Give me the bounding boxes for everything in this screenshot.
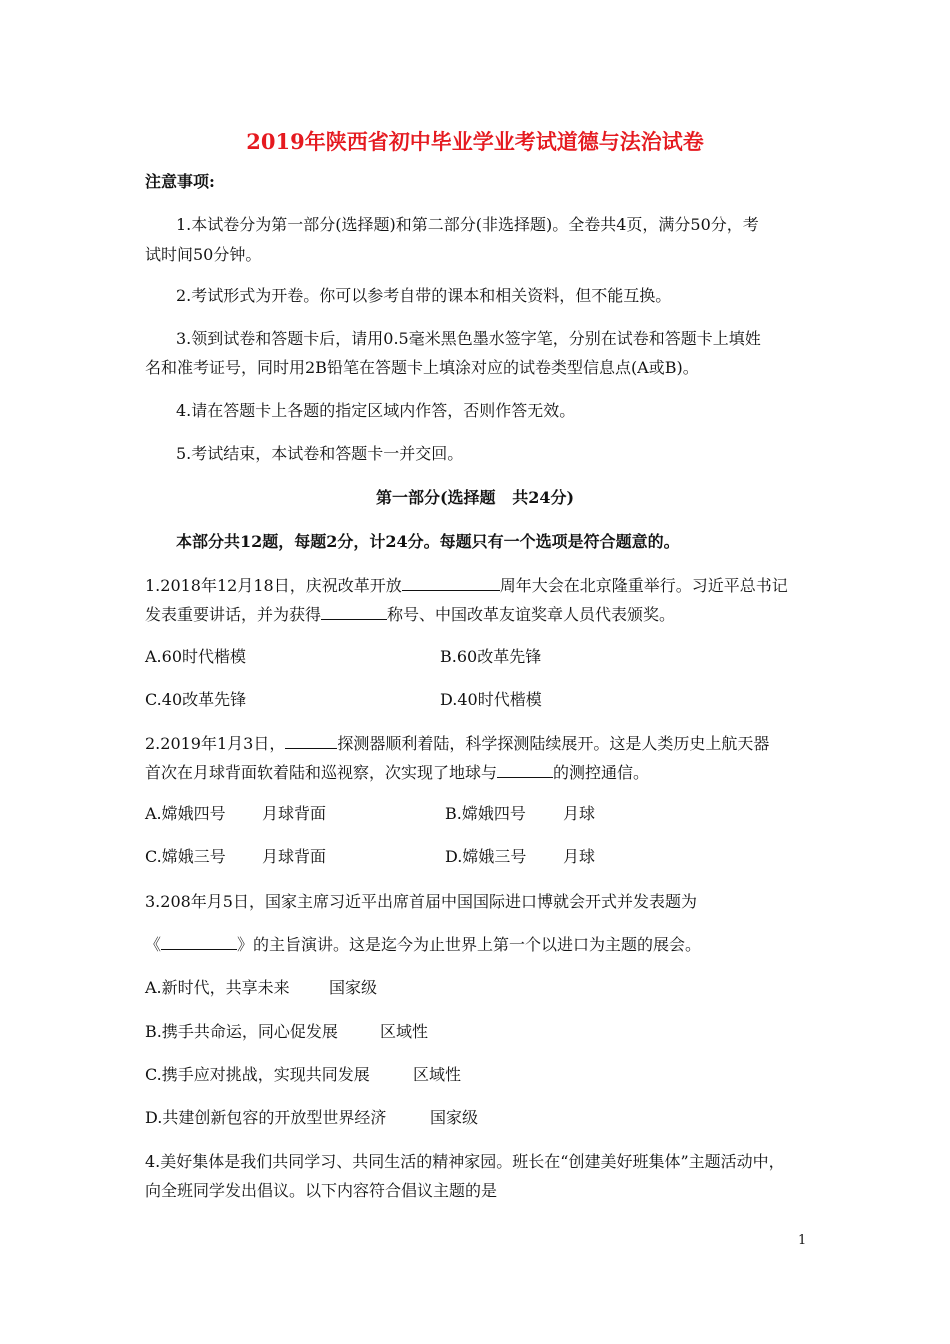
q2-text-a: 2.2019年1月3日， xyxy=(145,734,286,753)
q3-option-d-1: D.共建创新包容的开放型世界经济 xyxy=(145,1108,387,1127)
question-1-line1 xyxy=(145,572,788,600)
question-2-line2 xyxy=(145,759,649,787)
part1-heading: 第一部分(选择题 共24分) xyxy=(375,488,575,507)
q2-option-d-1: D.嫦娥三号 xyxy=(445,847,527,866)
question-4-line1: 4.美好集体是我们共同学习、共同生活的精神家园。班长在“创建美好班集体”主题活动中， xyxy=(145,1152,785,1171)
q1-text-a: 1.2018年12月18日，庆祝改革开放 xyxy=(145,576,402,595)
question-1-line2 xyxy=(145,601,675,629)
q1-text-d: 称号、中国改革友谊奖章人员代表颁奖。 xyxy=(387,605,676,624)
question-4-line2: 向全班同学发出倡议。以下内容符合倡议主题的是 xyxy=(145,1181,498,1200)
q2-option-b-1: B.嫦娥四号 xyxy=(445,804,526,823)
q3-blank xyxy=(161,931,237,950)
page-title: 2019年陕西省初中毕业学业考试道德与法治试卷 xyxy=(246,129,704,154)
notice-item-3-line1: 3.领到试卷和答题卡后，请用0.5毫米黑色墨水签字笔，分别在试卷和答题卡上填姓 xyxy=(176,329,761,348)
q1-blank-1 xyxy=(402,572,500,591)
q2-option-a-2: 月球背面 xyxy=(262,804,327,823)
q2-option-c-1: C.嫦娥三号 xyxy=(145,847,226,866)
question-3-line2 xyxy=(145,931,701,959)
part1-instruction: 本部分共12题，每题2分，计24分。每题只有一个选项是符合题意的。 xyxy=(176,532,680,551)
q1-option-d: D.40时代楷模 xyxy=(440,690,542,709)
q3-text-b: 》的主旨演讲。这是迄今为止世界上第一个以进口为主题的展会。 xyxy=(237,935,702,954)
q1-blank-2 xyxy=(321,601,387,620)
notice-item-1-line2: 试时间50分钟。 xyxy=(145,245,262,264)
q3-option-b-1: B.携手共命运，同心促发展 xyxy=(145,1022,338,1041)
q3-option-c-1: C.携手应对挑战，实现共同发展 xyxy=(145,1065,370,1084)
q2-text-c: 首次在月球背面软着陆和巡视察，次实现了地球与 xyxy=(145,763,498,782)
q2-option-c-2: 月球背面 xyxy=(262,847,327,866)
q2-blank-2 xyxy=(497,759,553,778)
q1-option-a: A.60时代楷模 xyxy=(145,647,247,666)
notice-item-5: 5.考试结束，本试卷和答题卡一并交回。 xyxy=(176,444,464,463)
notice-item-3-line2: 名和准考证号，同时用2B铅笔在答题卡上填涂对应的试卷类型信息点(A或B)。 xyxy=(145,358,699,377)
q3-text-a: 《 xyxy=(145,935,162,954)
q3-option-a-1: A.新时代，共享未来 xyxy=(145,978,290,997)
q3-option-c-2: 区域性 xyxy=(413,1065,462,1084)
q1-text-c: 发表重要讲话，并为获得 xyxy=(145,605,322,624)
q2-option-b-2: 月球 xyxy=(563,804,596,823)
notice-heading: 注意事项: xyxy=(145,172,215,191)
page-number: 1 xyxy=(798,1233,807,1248)
q2-option-a-1: A.嫦娥四号 xyxy=(145,804,226,823)
q1-text-b: 周年大会在北京隆重举行。习近平总书记 xyxy=(499,576,788,595)
notice-item-1-line1: 1.本试卷分为第一部分(选择题)和第二部分(非选择题)。全卷共4页，满分50分，考 xyxy=(176,215,759,234)
q1-option-c: C.40改革先锋 xyxy=(145,690,247,709)
q2-option-d-2: 月球 xyxy=(563,847,596,866)
q2-text-d: 的测控通信。 xyxy=(553,763,650,782)
notice-item-4: 4.请在答题卡上各题的指定区域内作答，否则作答无效。 xyxy=(176,401,576,420)
q2-blank-1 xyxy=(285,730,337,749)
q3-option-d-2: 国家级 xyxy=(430,1108,479,1127)
q2-text-b: 探测器顺利着陆，科学探测陆续展开。这是人类历史上航天器 xyxy=(337,734,770,753)
notice-item-2: 2.考试形式为开卷。你可以参考自带的课本和相关资料，但不能互换。 xyxy=(176,286,672,305)
q3-option-b-2: 区域性 xyxy=(380,1022,429,1041)
q1-option-b: B.60改革先锋 xyxy=(440,647,542,666)
q3-option-a-2: 国家级 xyxy=(329,978,378,997)
question-2-line1 xyxy=(145,730,769,758)
question-3-line1: 3.208年月5日，国家主席习近平出席首届中国国际进口博就会开式并发表题为 xyxy=(145,892,697,911)
